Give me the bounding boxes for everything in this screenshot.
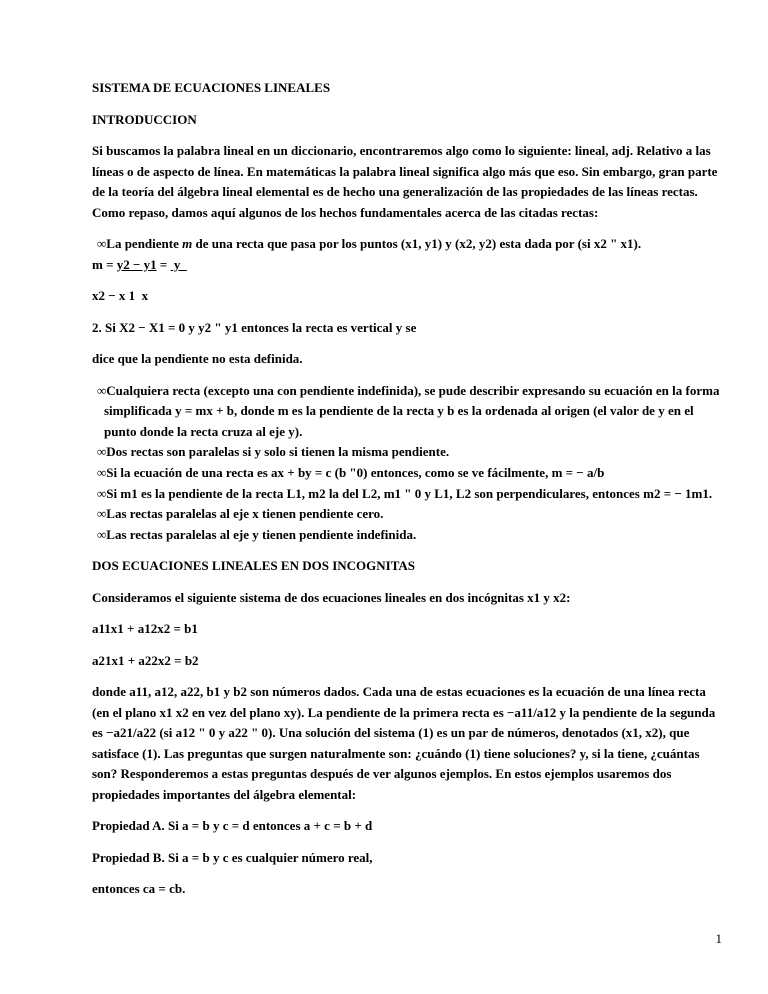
bullet-paralelas-eje-x: ∞Las rectas paralelas al eje x tienen pendiente cero. [97,506,384,522]
paragraph-donde-numeros-dados: donde a11, a12, a22, b1 y b2 son números dados. Cada una de estas ecuaciones es la ecuación de una línea recta (en el plano x1 x2 en vez del plano xy). La pendiente de la primera recta es −a11/a12 y la pendiente de la segunda es −a21/a22 (si a12 " 0 y a22 " 0). Una solución del sistema (1) es un par de números, denotados (x1, x2), que satisface (1). Las preguntas que surgen naturalmente son: ¿cuándo (1) tiene soluciones? y, si la tiene, ¿cuántas son? Responderemos a estas preguntas después de ver algunos ejemplos. En estos ejemplos usaremos dos propiedades importantes del álgebra elemental: [92,684,716,802]
paragraph-lineal-definition: Si buscamos la palabra lineal en un diccionario, encontraremos algo como lo siguiente: lineal, adj. Relativo a las líneas o de aspecto de línea. En matemáticas la palabra lineal significa algo más que eso. Sin embargo, gran parte de la teoría del álgebra lineal elemental es de hecho una generalización de las propiedades de las líneas rectas. Como repaso, damos aquí algunos de los hechos fundamentales acerca de las citadas rectas: [92,143,718,220]
bullet-ecuacion-simplificada: ∞Cualquiera recta (excepto una con pendiente indefinida), se pude describir expresando su ecuación en la forma simplificada y = mx + b, donde m es la pendiente de la recta y b es la ordenada al origen (el valor de y en el punto donde la recta cruza al eje y). [97,382,720,439]
formula-equals: = [156,256,171,272]
formula-slope-line1 [92,255,720,276]
equation-2: a21x1 + a22x2 = b2 [92,652,199,668]
bullet-ecuacion-ax-by: ∞Si la ecuación de una recta es ax + by = c (b "0) entonces, como se ve fácilmente, m = − a/b [97,464,605,480]
paragraph-propiedad-a: Propiedad A. Si a = b y c = d entonces a + c = b + d [92,818,373,834]
equation-1: a11x1 + a12x2 = b1 [92,621,198,637]
page-number: 1 [715,931,722,947]
italic-m: m [182,236,193,252]
heading-dos-ecuaciones: DOS ECUACIONES LINEALES EN DOS INCOGNITAS [92,558,416,574]
paragraph-propiedad-b: Propiedad B. Si a = b y c es cualquier número real, [92,849,373,865]
doc-title: SISTEMA DE ECUACIONES LINEALES [92,80,331,95]
formula-slope-line2: x2 − x 1 x [92,288,149,304]
heading-introduccion: INTRODUCCION [92,111,197,127]
bullet-pendiente [92,234,720,255]
formula-lead: m = [92,256,117,272]
bullet-paralelas-misma-pendiente: ∞Dos rectas son paralelas si y solo si tienen la misma pendiente. [97,444,450,460]
formula-y-part: y [170,256,187,272]
facts-bullet-list [92,381,720,545]
bullet-pendiente-rest: de una recta que pasa por los puntos (x1, y1) y (x2, y2) esta dada por (si x2 " x1). [192,236,642,252]
paragraph-vertical-case-cont: dice que la pendiente no esta definida. [92,351,303,367]
paragraph-consideramos: Consideramos el siguiente sistema de dos ecuaciones lineales en dos incógnitas x1 y x2: [92,589,571,605]
bullet-pendiente-prefix: ∞La pendiente [97,236,183,252]
paragraph-propiedad-b-cont: entonces ca = cb. [92,881,186,897]
bullet-perpendiculares: ∞Si m1 es la pendiente de la recta L1, m2 la del L2, m1 " 0 y L1, L2 son perpendiculares, entonces m2 = − 1m1. [97,485,713,501]
paragraph-vertical-case: 2. Si X2 − X1 = 0 y y2 " y1 entonces la recta es vertical y se [92,319,417,335]
formula-numerator: y2 − y1 [116,256,157,272]
bullet-paralelas-eje-y: ∞Las rectas paralelas al eje y tienen pendiente indefinida. [97,526,417,542]
